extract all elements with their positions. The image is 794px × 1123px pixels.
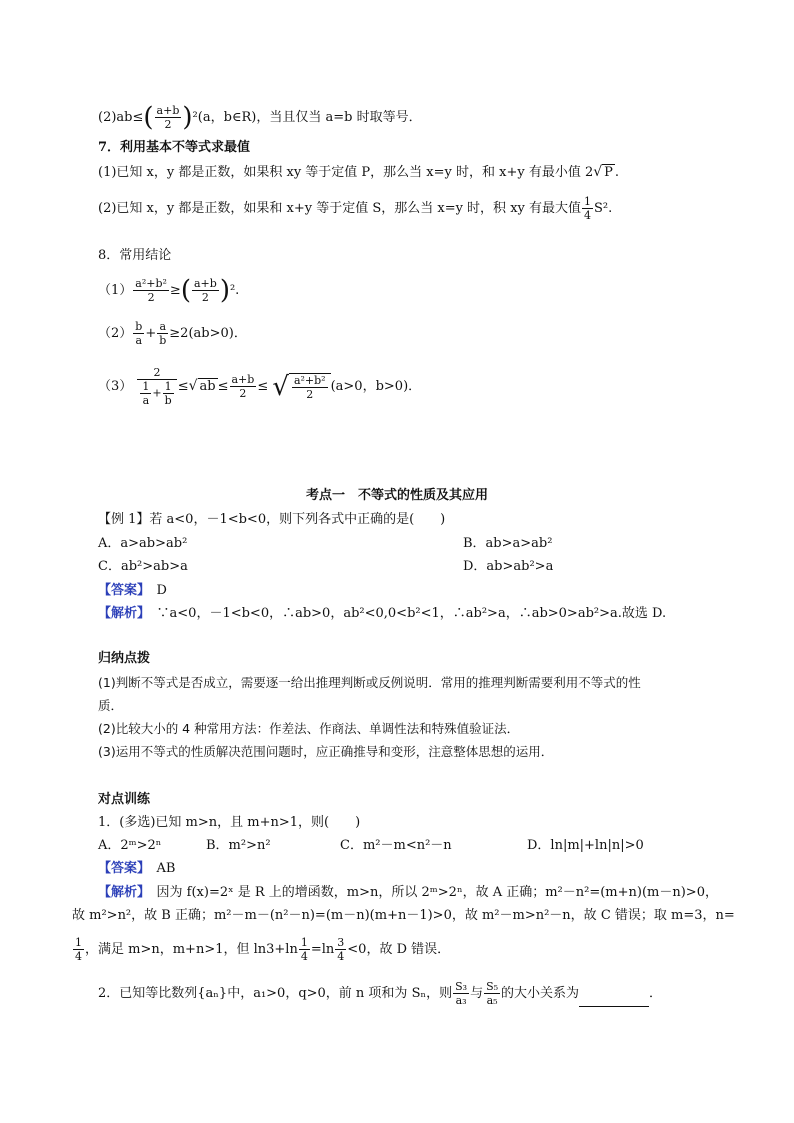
summary-point-3: (3)运用不等式的性质解决范围问题时，应正确推导和变形，注意整体思想的运用． [98, 744, 554, 759]
section-7-line-1: (1)已知 x，y 都是正数，如果积 xy 等于定值 P，那么当 x=y 时，和 x+y 有最小值 2√ P . [98, 164, 620, 180]
text: (2)ab≤ [98, 110, 144, 125]
training-option-a: A．2ᵐ>2ⁿ [98, 838, 162, 853]
section-8-title: 8．常用结论 [98, 248, 172, 263]
conclusion-3: （3） 2 $\frac{1}{a}$ + $\frac{1}{b}$ ≤√ ab ≤ $\frac{a+b}{2}$ ≤ √ $\frac{\text{a²+b²}}{2}$ (a>0，b>0)． [98, 366, 422, 407]
training-analysis-1: 【解析】 因为 f(x)=2ˣ 是 R 上的增函数，m>n，所以 2ᵐ>2ⁿ，故 A 正确；m²－n²=(m+n)(m－n)>0， [98, 885, 718, 900]
example-1-option-b: B．ab>a>ab² [463, 536, 553, 551]
summary-point-1: (1)判断不等式是否成立，需要逐一给出推理判断或反例说明．常用的推理判断需要利用不等式的性 [98, 675, 641, 690]
training-answer: 【答案】 AB [98, 861, 176, 876]
training-question-1: 1．(多选)已知 m>n，且 m+n>1，则( ) [98, 815, 361, 830]
fraction: $\frac{a+b}{2}$ [156, 104, 180, 131]
training-title: 对点训练 [98, 792, 151, 807]
summary-title: 归纳点拨 [98, 651, 151, 666]
example-1-option-c: C．ab²>ab>a [98, 559, 188, 574]
topic-heading: 考点一 不等式的性质及其应用 [305, 488, 488, 503]
training-analysis-3: $\frac{1}{4}$ ，满足 m>n，m+n>1，但 ln3+ln $\frac{1}{4}$ =ln $\frac{3}{4}$ <0，故 D 错误． [75, 936, 451, 963]
example-1-answer: 【答案】 D [98, 583, 167, 598]
training-option-b: B．m²>n² [206, 838, 271, 853]
training-analysis-2: 故 m²>n²，故 B 正确；m²－m－(n²－n)=(m－n)(m+n－1)>0，故 m²－m>n²－n，故 C 错误；取 m=3，n= [72, 908, 735, 923]
example-1-analysis: 【解析】 ∵a<0，－1<b<0，∴ab>0，ab²<0,0<b²<1，∴ab²>a，∴ab>0>ab²>a.故选 D. [98, 606, 667, 621]
conclusion-1: （1） $\frac{\text{a²+b²}}{2}$ ≥( $\frac{a+b}{2}$ )². [98, 275, 240, 306]
answer-blank[interactable] [579, 992, 649, 1007]
summary-point-1-cont: 质． [98, 698, 124, 713]
training-question-2: 2．已知等比数列{aₙ}中，a₁>0，q>0，前 n 项和为 Sₙ，则 $\frac{\text{S₃}}{\text{a₃}}$ 与 $\frac{\text{S₅}}{\text{a₅}}$ 的大小关系为 ． [98, 980, 663, 1007]
inequality-item-2: (2)ab≤( $\frac{a+b}{2}$ )²(a，b∈R)，当且仅当 a=b 时取等号． [98, 102, 422, 133]
text: ²(a，b∈R)，当且仅当 a=b 时取等号． [192, 110, 422, 125]
example-1-question: 【例 1】若 a<0，－1<b<0，则下列各式中正确的是( ) [98, 512, 446, 527]
section-7-line-2: (2)已知 x，y 都是正数，如果和 x+y 等于定值 S，那么当 x=y 时，积 xy 有最大值 $\frac{1}{4}$ S². [98, 195, 613, 222]
section-7-title: 7．利用基本不等式求最值 [98, 140, 251, 155]
conclusion-2: （2） $\frac{b}{a}$ + $\frac{a}{b}$ ≥2(ab>0)． [98, 320, 247, 347]
example-1-option-d: D．ab>ab²>a [463, 559, 554, 574]
summary-point-2: (2)比较大小的 4 种常用方法：作差法、作商法、单调性法和特殊值验证法． [98, 721, 520, 736]
training-option-c: C．m²－m<n²－n [340, 838, 452, 853]
example-1-option-a: A．a>ab>ab² [98, 536, 188, 551]
training-option-d: D．ln|m|+ln|n|>0 [527, 838, 644, 853]
